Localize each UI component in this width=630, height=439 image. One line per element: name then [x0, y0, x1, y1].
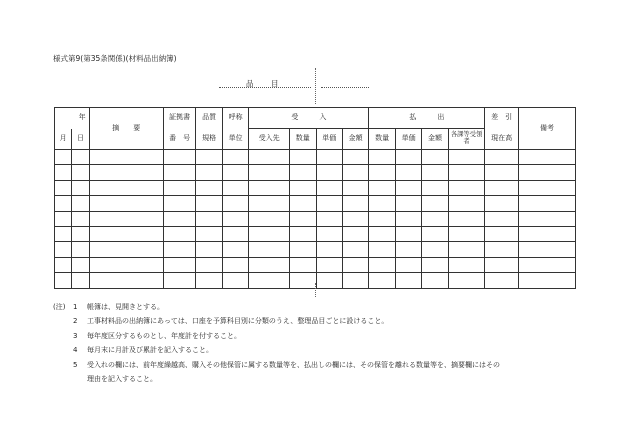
table-row [55, 257, 576, 272]
summary-header: 摘 要 [89, 108, 163, 150]
note-text: 毎年度区分するものとし、年度計を付すること。 [87, 331, 241, 340]
note-number: 1 [73, 303, 78, 311]
ledger-table [54, 107, 576, 289]
table-row [55, 165, 576, 180]
payment-qty-header: 数量 [369, 129, 395, 150]
quality-header-bottom: 規格 [196, 129, 222, 150]
item-field-line-right [321, 87, 369, 88]
note-item [53, 358, 500, 372]
remarks-header: 備考 [518, 108, 575, 150]
note-item [53, 329, 500, 343]
note-number: 3 [73, 331, 78, 340]
receipt-qty-header: 数量 [290, 129, 316, 150]
center-fold-mark-bottom [315, 283, 316, 297]
receipt-from-header: 受入先 [249, 129, 290, 150]
table-row [55, 196, 576, 211]
table-row [55, 150, 576, 165]
note-number: 5 [73, 360, 78, 369]
note-text: 帳簿は、見開きとする。 [87, 303, 164, 311]
name-header-top: 呼称 [222, 108, 248, 129]
balance-header-top: 差 引 [485, 108, 519, 129]
notes-section [53, 300, 500, 386]
table-row [55, 211, 576, 226]
year-header: 年 [55, 108, 90, 129]
notes-label: (注) [53, 303, 66, 311]
note-number: 2 [73, 317, 78, 326]
voucher-header-bottom: 番 号 [163, 129, 196, 150]
payment-amount-header: 金額 [422, 129, 448, 150]
note-text: 毎月末に月計及び累計を記入すること。 [87, 346, 213, 355]
note-text: 工事材料品の出納簿にあっては、口座を予算科目別に分類のうえ、整理品目ごとに設けること。 [87, 317, 389, 326]
day-header: 日 [72, 129, 89, 150]
quality-header-top: 品質 [196, 108, 222, 129]
item-field-line [219, 87, 311, 88]
month-header: 月 [55, 129, 72, 150]
payment-price-header: 単価 [395, 129, 421, 150]
payment-recipient-header: 各課等受領者 [448, 129, 485, 150]
note-item [53, 314, 500, 328]
table-row [55, 242, 576, 257]
voucher-header-top: 証拠書 [163, 108, 196, 129]
receipt-price-header: 単価 [316, 129, 342, 150]
receipt-amount-header: 金額 [342, 129, 368, 150]
name-header-bottom: 単位 [222, 129, 248, 150]
note-continuation: 理由を記入すること。 [87, 375, 157, 384]
item-label: 品 目 [246, 79, 284, 88]
note-number: 4 [73, 346, 78, 355]
form-id: 様式第9(第35条関係)(材料品出納簿) [53, 54, 177, 63]
table-row [55, 180, 576, 195]
note-text: 受入れの欄には、前年度繰越高、購入その他保管に属する数量等を、払出しの欄には、その保管を離れる数量等を、摘要欄にはその [87, 360, 500, 369]
note-item [53, 343, 500, 357]
receipt-header: 受 入 [249, 108, 369, 129]
note-item [53, 300, 500, 314]
balance-header-bottom: 現在高 [485, 129, 519, 150]
center-fold-mark-top [315, 68, 316, 104]
table-row [55, 226, 576, 241]
payment-header: 払 出 [369, 108, 485, 129]
